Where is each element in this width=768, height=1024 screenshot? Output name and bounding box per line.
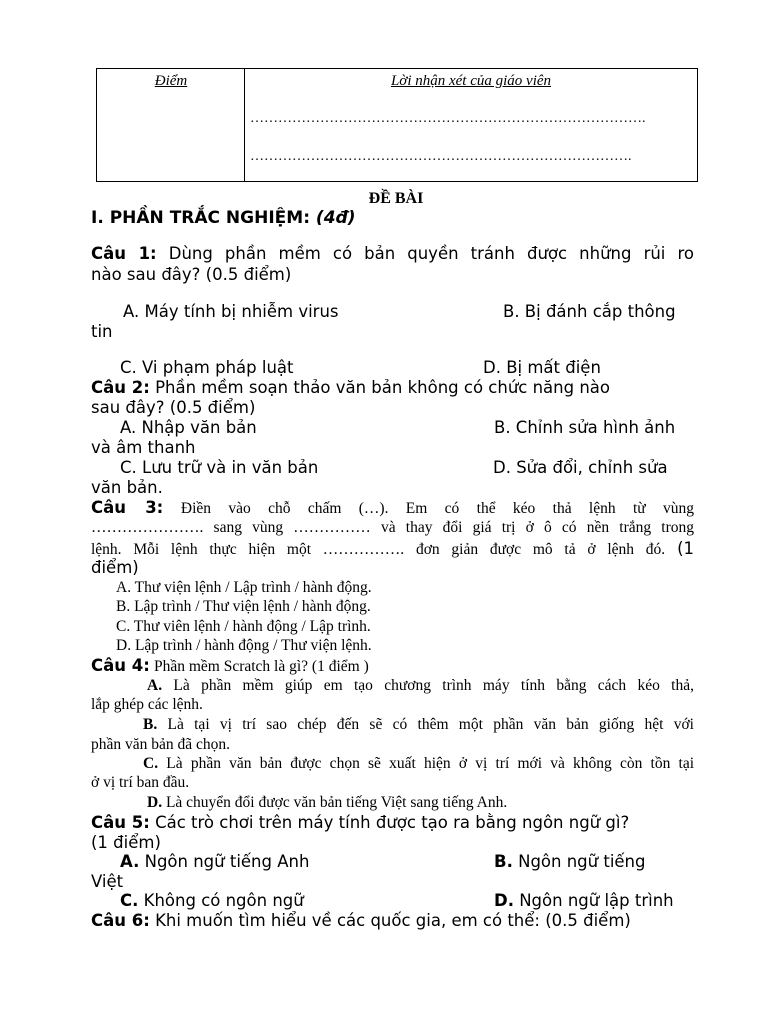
question-2-label: Câu 2:: [91, 378, 150, 397]
question-4-line: [91, 656, 369, 676]
question-4-option-b: [143, 716, 694, 734]
question-4-option-d: [147, 794, 507, 812]
section-label: I. PHẦN TRẮC NGHIỆM:: [91, 208, 310, 228]
question-1-option-a: A. Máy tính bị nhiễm virus: [123, 302, 339, 321]
question-3-line-1: [91, 498, 694, 518]
question-5-option-a: [120, 852, 309, 871]
question-5-option-c-text: Không có ngôn ngữ: [143, 891, 304, 910]
question-3-points-a: (1: [677, 539, 694, 558]
question-3-label: Câu 3:: [91, 498, 164, 517]
question-2-text-1: Phần mềm soạn thảo văn bản không có chức năng nào: [155, 378, 610, 397]
question-4-option-b-text: Là tại vị trí sao chép đến sẽ có thêm một phần văn bản giống hệt với: [167, 716, 694, 733]
question-2-option-d: D. Sửa đổi, chỉnh sửa: [493, 458, 668, 477]
question-3-option-c: C. Thư viên lệnh / hành động / Lập trình.: [116, 618, 371, 635]
question-6-text: Khi muốn tìm hiểu về các quốc gia, em có thể: (0.5 điểm): [155, 911, 631, 930]
question-3-option-b: B. Lập trình / Thư viện lệnh / hành động.: [116, 598, 371, 615]
question-3-option-a: A. Thư viện lệnh / Lập trình / hành động.: [116, 579, 372, 596]
question-3-text-1: Điền vào chỗ chấm (…). Em có thể kéo thả lệnh từ vùng: [180, 500, 695, 517]
question-3-text-3: lệnh. Mỗi lệnh thực hiện một ……………. đơn giản được mô tả ở lệnh đó.: [91, 541, 666, 558]
question-5-option-d-key: D.: [494, 891, 514, 910]
question-1-text-2: nào sau đây? (0.5 điểm): [91, 265, 292, 284]
question-6-line: [91, 911, 631, 930]
comment-dots-line-2: ……………………………………………………………………….: [250, 149, 632, 164]
question-4-option-a-text: Là phần mềm giúp em tạo chương trình máy tính bằng cách kéo thả,: [173, 677, 694, 694]
question-4-option-b-cont: phần văn bản đã chọn.: [91, 736, 231, 753]
question-3-line-3: [91, 539, 694, 559]
question-5-option-a-key: A.: [120, 852, 140, 871]
question-4-option-b-key: B.: [143, 716, 158, 733]
question-4-option-d-key: D.: [147, 794, 163, 811]
question-3-text-2: …………………. sang vùng …………… và thay đổi giá trị ở ô có nền trắng trong: [91, 519, 694, 536]
question-6-label: Câu 6:: [91, 911, 150, 930]
question-2-option-c: C. Lưu trữ và in văn bản: [120, 458, 319, 477]
question-4-option-c-text: Là phần văn bản được chọn sẽ xuất hiện ở vị trí mới và không còn tồn tại: [166, 755, 695, 772]
question-4-label: Câu 4:: [91, 656, 150, 675]
question-5-option-b-text: Ngôn ngữ tiếng: [518, 852, 646, 871]
question-4-option-a-key: A.: [147, 677, 163, 694]
question-5-label: Câu 5:: [91, 813, 150, 832]
question-1-option-c: C. Vi phạm pháp luật: [120, 358, 294, 377]
question-1-label: Câu 1:: [91, 244, 157, 263]
question-1-option-b-cont: tin: [91, 322, 113, 341]
score-comment-table: [96, 68, 698, 182]
question-4-option-c-cont: ở vị trí ban đầu.: [91, 774, 190, 791]
question-5-option-b-cont: Việt: [91, 872, 124, 891]
comment-dots-line-1: ………………………………………………………………………….: [250, 111, 646, 126]
question-2-text-2: sau đây? (0.5 điểm): [91, 398, 256, 417]
question-4-text: Phần mềm Scratch là gì? (1 điểm ): [153, 658, 369, 675]
question-5-text-1: Các trò chơi trên máy tính được tạo ra bằng ngôn ngữ gì?: [155, 813, 630, 832]
question-2-option-b-cont: và âm thanh: [91, 438, 196, 457]
score-label: Điểm: [154, 73, 188, 89]
question-4-option-d-text: Là chuyển đổi được văn bản tiếng Việt sang tiếng Anh.: [165, 794, 508, 811]
exam-title: ĐỀ BÀI: [368, 190, 424, 207]
section-heading: [91, 208, 355, 228]
section-points: (4đ): [315, 208, 356, 228]
question-2-line-1: [91, 378, 610, 397]
question-1-text-1: Dùng phần mềm có bản quyền tránh được những rủi ro: [168, 244, 694, 263]
question-4-option-a: [147, 677, 694, 695]
question-4-option-c: [143, 755, 694, 773]
question-5-text-2: (1 điểm): [91, 833, 161, 852]
question-3-option-d: D. Lập trình / hành động / Thư viện lệnh.: [116, 637, 372, 654]
question-5-option-b-key: B.: [494, 852, 513, 871]
question-5-option-d: [494, 891, 674, 910]
question-1-option-d: D. Bị mất điện: [483, 358, 601, 377]
question-5-option-d-text: Ngôn ngữ lập trình: [519, 891, 674, 910]
question-2-option-d-cont: văn bản.: [91, 478, 163, 497]
question-1-option-b: B. Bị đánh cắp thông: [503, 302, 676, 321]
question-4-option-c-key: C.: [143, 755, 159, 772]
question-5-line-1: [91, 813, 629, 832]
question-5-option-c-key: C.: [120, 891, 139, 910]
question-2-option-b: B. Chỉnh sửa hình ảnh: [494, 418, 676, 437]
question-1-line-1: [91, 244, 694, 263]
question-2-option-a: A. Nhập văn bản: [120, 418, 257, 437]
question-5-option-b: [494, 852, 646, 871]
question-5-option-c: [120, 891, 304, 910]
teacher-comment-label: Lời nhận xét của giáo viên: [390, 73, 552, 89]
question-3-points-b: điểm): [91, 558, 139, 577]
question-4-option-a-cont: lắp ghép các lệnh.: [91, 696, 203, 713]
question-5-option-a-text: Ngôn ngữ tiếng Anh: [144, 852, 310, 871]
